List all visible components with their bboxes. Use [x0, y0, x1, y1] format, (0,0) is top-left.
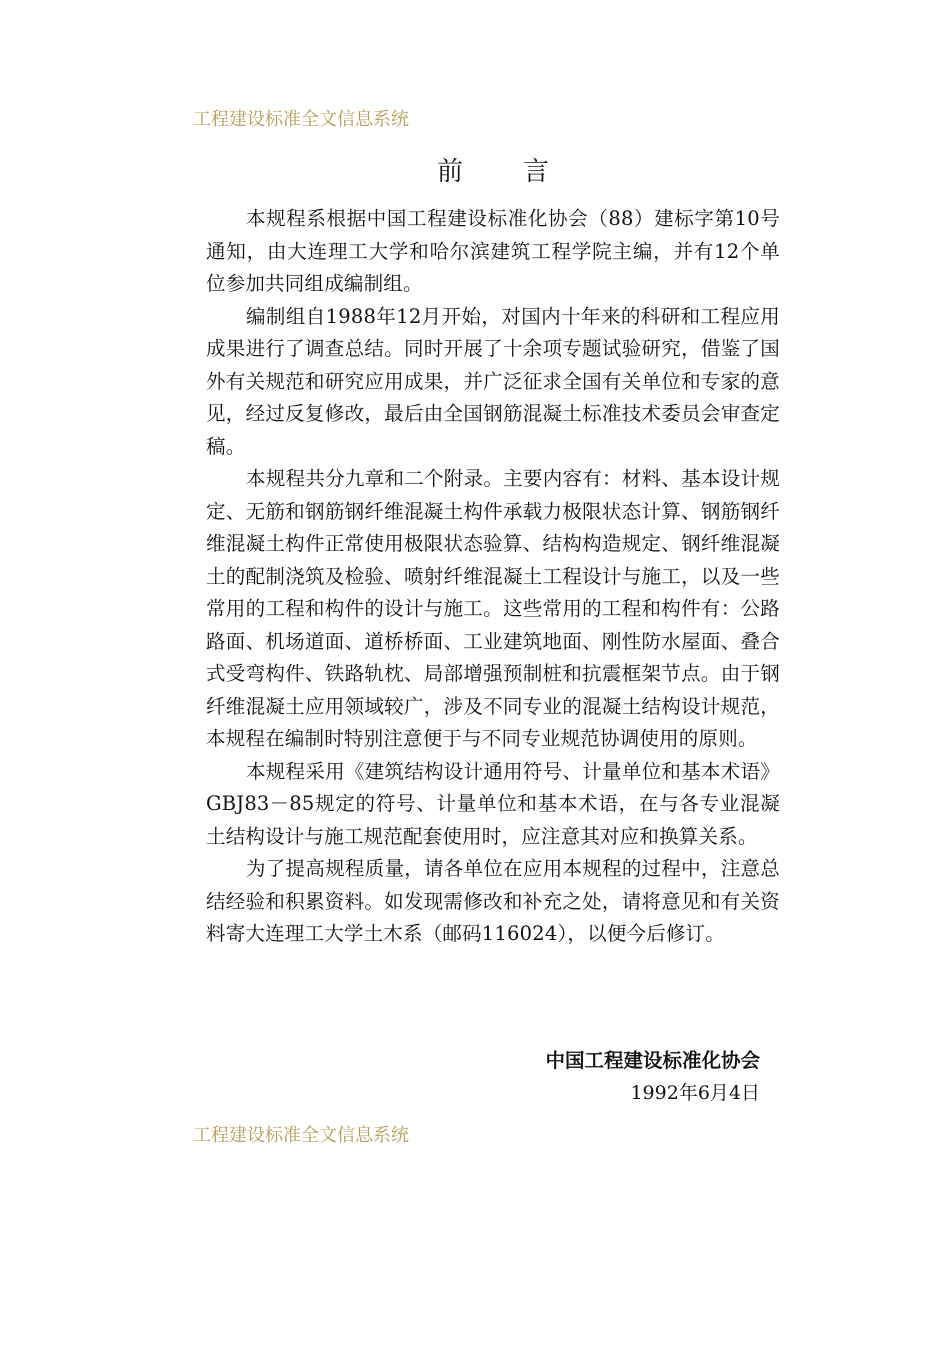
watermark-top: 工程建设标准全文信息系统	[193, 109, 409, 130]
paragraph-5: 为了提高规程质量，请各单位在应用本规程的过程中，注意总结经验和积累资料。如发现需修改和补充之处，请将意见和有关资料寄大连理工大学土木系（邮码116024），以便今后修订。	[206, 857, 780, 945]
signature-date: 1992年6月4日	[630, 1082, 760, 1104]
signature-organization: 中国工程建设标准化协会	[545, 1049, 760, 1072]
paragraph-2: 编制组自1988年12月开始，对国内十年来的科研和工程应用成果进行了调查总结。同时开展了十余项专题试验研究，借鉴了国外有关规范和研究应用成果，并广泛征求全国有关单位和专家的意见，经过反复修改，最后由全国钢筋混凝土标准技术委员会审查定稿。	[206, 304, 780, 458]
page-title: 前言	[436, 157, 609, 187]
paragraph-4: 本规程采用《建筑结构设计通用符号、计量单位和基本术语》GBJ83－85规定的符号、计量单位和基本术语，在与各专业混凝土结构设计与施工规范配套使用时，应注意其对应和换算关系。	[206, 759, 780, 848]
paragraph-1: 本规程系根据中国工程建设标准化协会（88）建标字第10号通知，由大连理工大学和哈尔滨建筑工程学院主编，并有12个单位参加共同组成编制组。	[206, 207, 780, 295]
paragraph-3: 本规程共分九章和二个附录。主要内容有：材料、基本设计规定、无筋和钢筋钢纤维混凝土构件承载力极限状态计算、钢筋钢纤维混凝土构件正常使用极限状态验算、结构构造规定、钢纤维混凝土的配制浇筑及检验、喷射纤维混凝土工程设计与施工，以及一些常用的工程和构件的设计与施工。这些常用的工程和构件有：公路路面、机场道面、道桥桥面、工业建筑地面、刚性防水屋面、叠合式受弯构件、铁路轨枕、局部增强预制桩和抗震框架节点。由于钢纤维混凝土应用领域较广，涉及不同专业的混凝土结构设计规范，本规程在编制时特别注意便于与不同专业规范协调使用的原则。	[206, 467, 780, 750]
watermark-bottom: 工程建设标准全文信息系统	[193, 1125, 409, 1146]
preface-body	[206, 203, 780, 951]
